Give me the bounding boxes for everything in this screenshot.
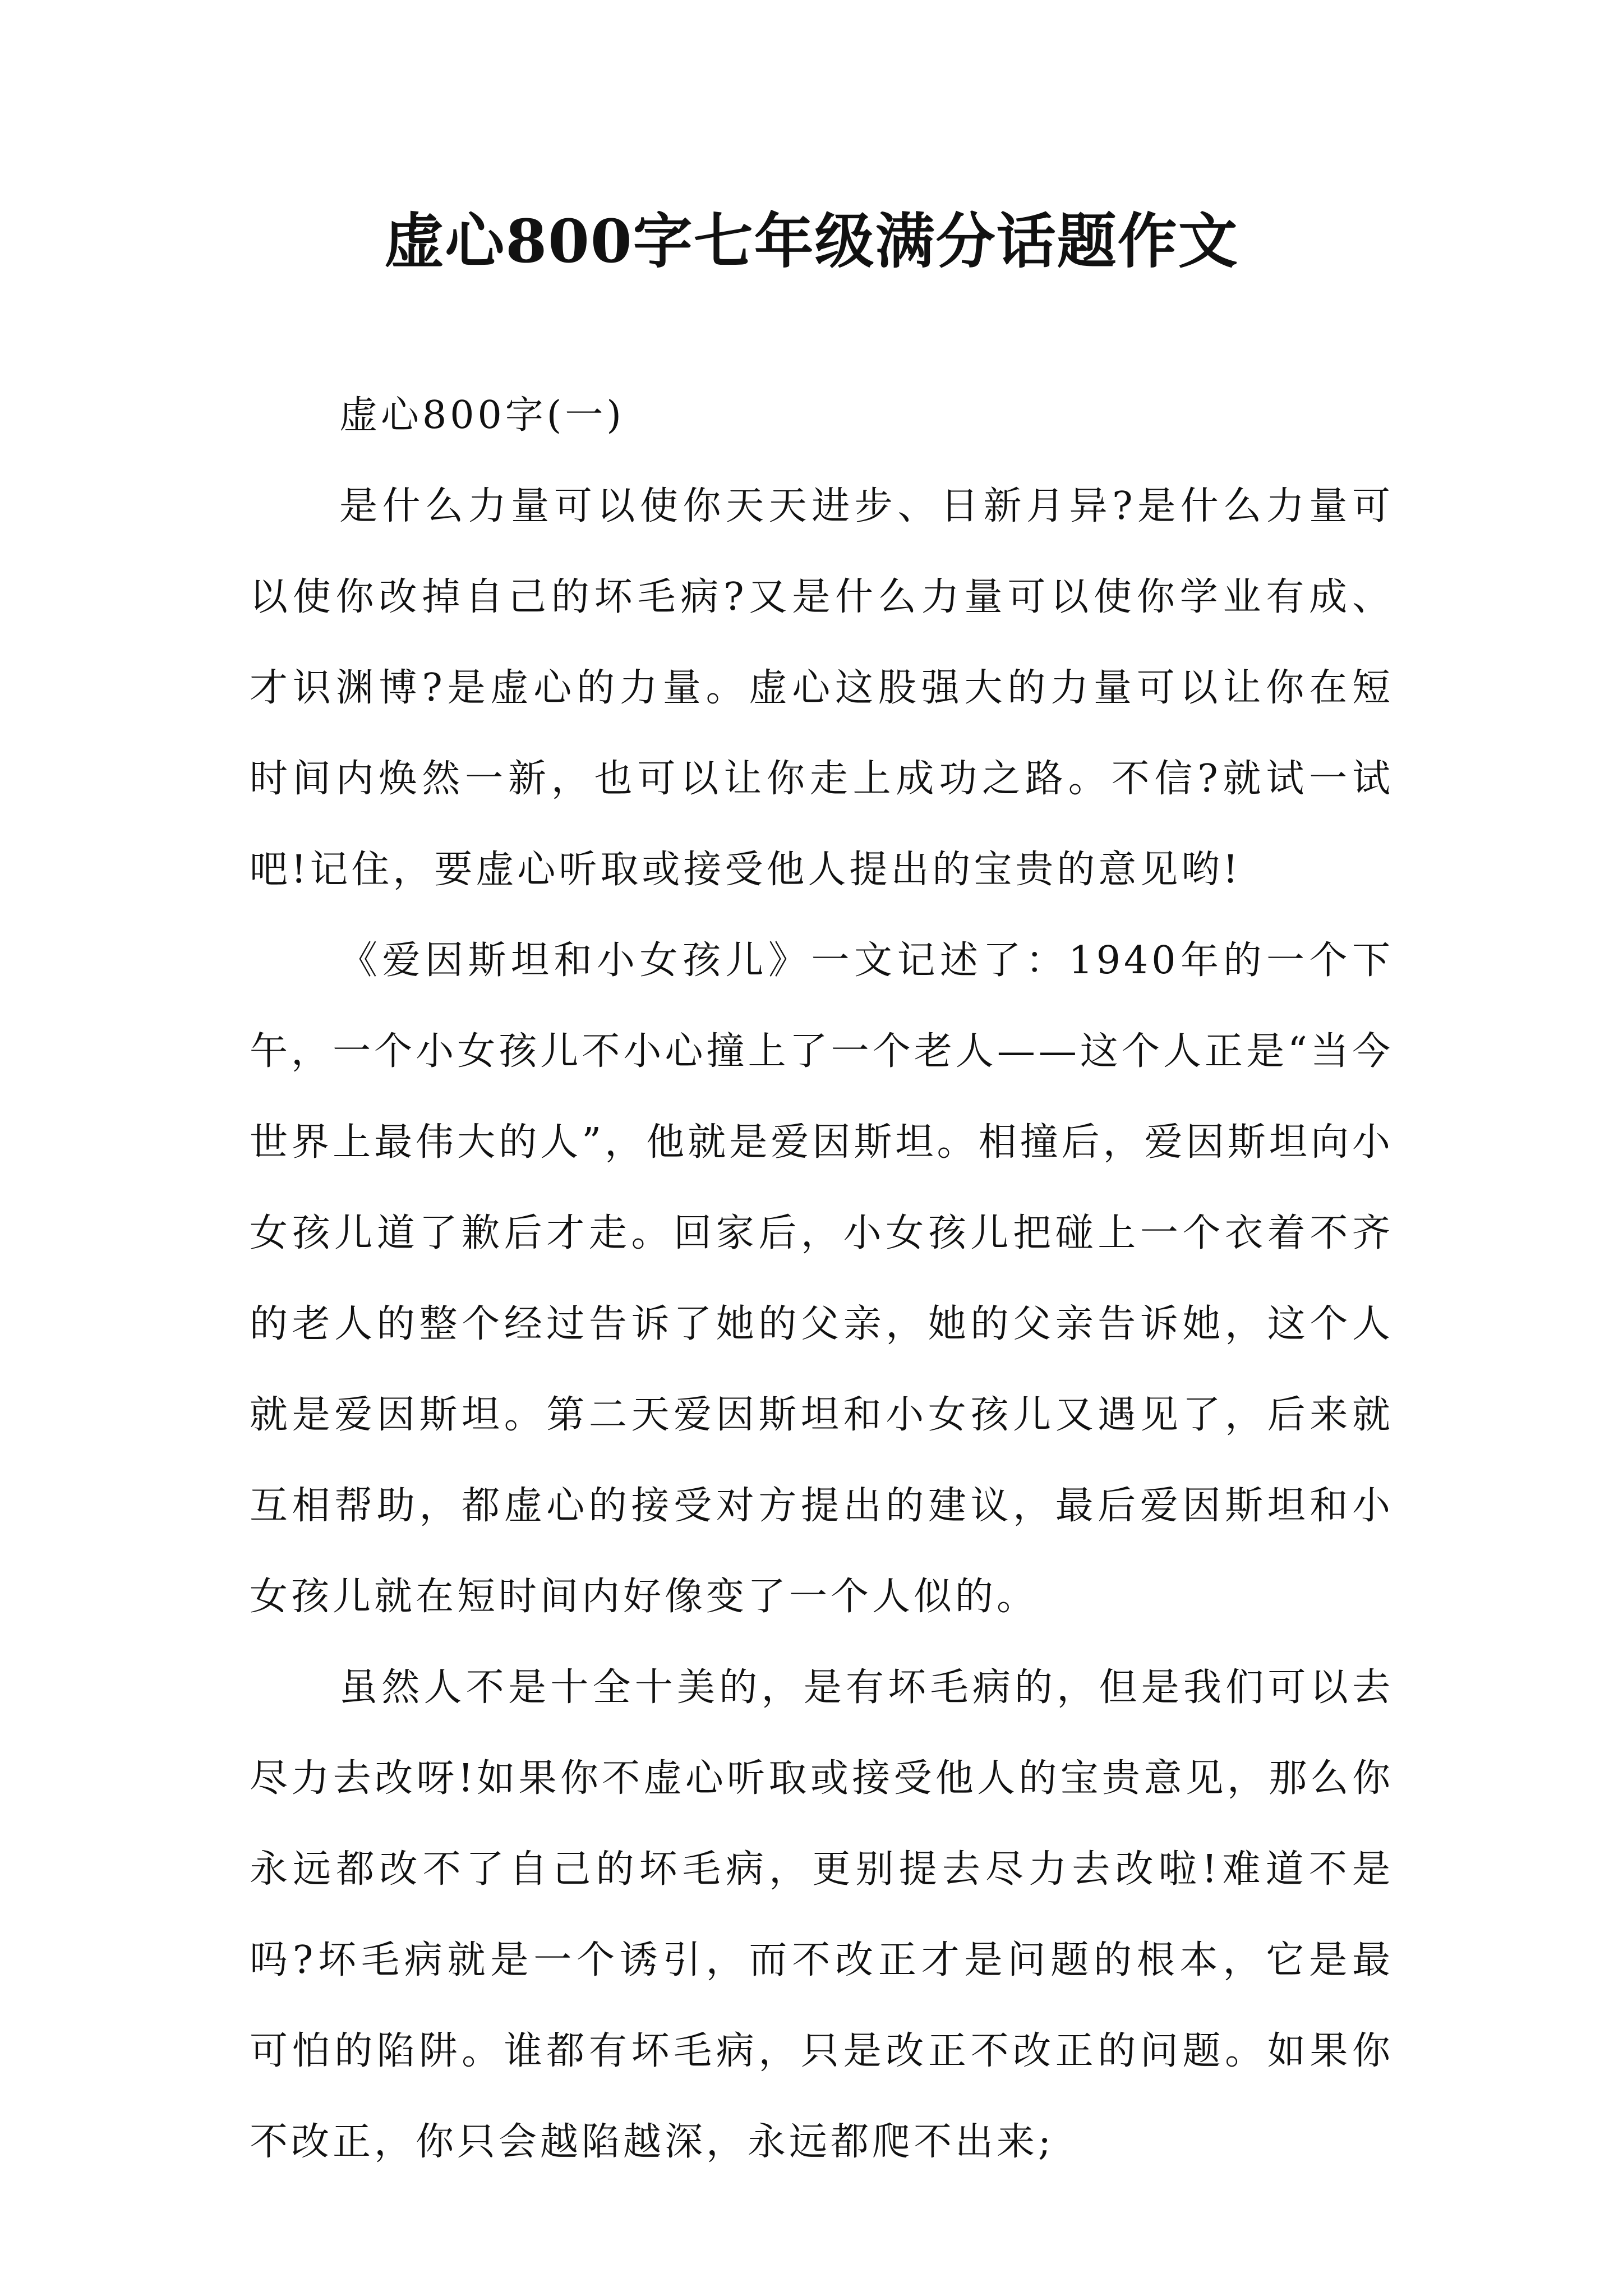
section-heading: 虚心800字(一) bbox=[339, 393, 625, 438]
paragraph-2: 《爱因斯坦和小女孩儿》一文记述了：1940年的一个下午，一个小女孩儿不小心撞上了一个老人——这个人正是“当今世界上最伟大的人”，他就是爱因斯坦。相撞后，爱因斯坦向小女孩儿道了歉后才走。回家后，小女孩儿把碰上一个衣着不齐的老人的整个经过告诉了她的父亲，她的父亲告诉她，这个人就是爱因斯坦。第二天爱因斯坦和小女孩儿又遇见了，后来就互相帮助，都虚心的接受对方提出的建议，最后爱因斯坦和小女孩儿就在短时间内好像变了一个人似的。 bbox=[250, 938, 1394, 1619]
document-body bbox=[250, 370, 1394, 2188]
document-title: 虚心800字七年级满分话题作文 bbox=[384, 206, 1239, 276]
paragraph-1: 是什么力量可以使你天天进步、日新月异?是什么力量可以使你改掉自己的坏毛病?又是什么力量可以使你学业有成、才识渊博?是虚心的力量。虚心这股强大的力量可以让你在短时间内焕然一新，也可以让你走上成功之路。不信?就试一试吧!记住，要虚心听取或接受他人提出的宝贵的意见哟! bbox=[250, 484, 1394, 892]
paragraph-3: 虽然人不是十全十美的，是有坏毛病的，但是我们可以去尽力去改呀!如果你不虚心听取或接受他人的宝贵意见，那么你永远都改不了自己的坏毛病，更别提去尽力去改啦!难道不是吗?坏毛病就是一个诱引，而不改正才是问题的根本，它是最可怕的陷阱。谁都有坏毛病，只是改正不改正的问题。如果你不改正，你只会越陷越深，永远都爬不出来; bbox=[250, 1665, 1394, 2164]
